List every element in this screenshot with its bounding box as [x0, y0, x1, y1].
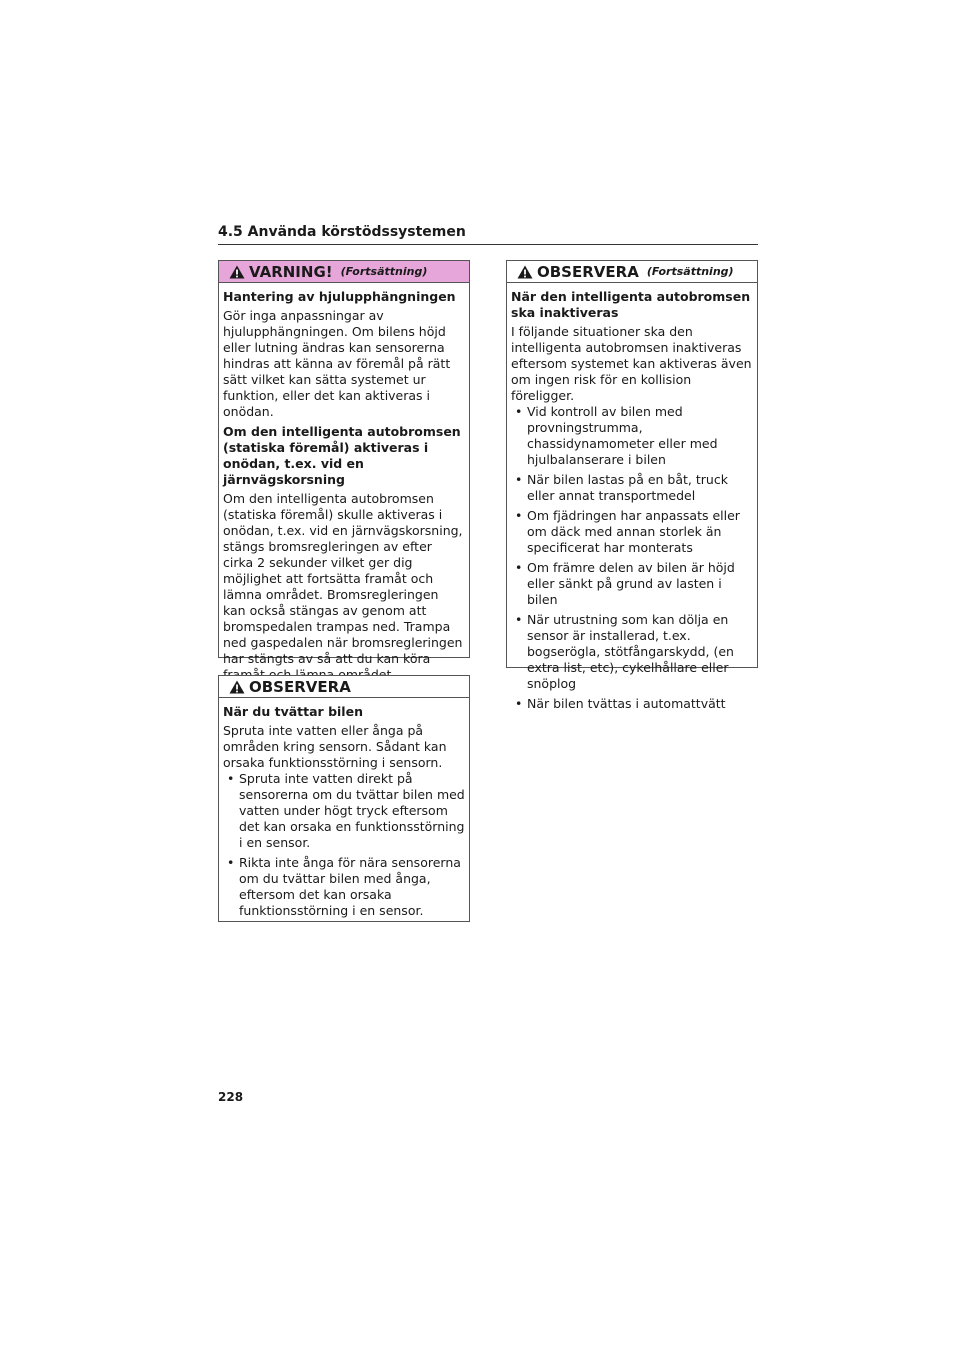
notice-box-washing [218, 675, 470, 922]
notice-bullet-list [223, 771, 465, 919]
notice-label: OBSERVERA [537, 262, 639, 281]
list-item: • Om fjädringen har anpassats eller om däck med annan storlek än specificerat har monterats [515, 508, 740, 555]
warning-box-header [219, 261, 469, 283]
section-title: 4.5 Använda körstödssystemen [218, 224, 758, 245]
warning-heading-1: Hantering av hjulupphängningen [223, 289, 456, 304]
notice-triangle-icon [229, 680, 245, 694]
notice-intro: Spruta inte vatten eller ånga på områden kring sensorn. Sådant kan orsaka funktionsstörning i sensorn. [223, 723, 447, 770]
page-number: 228 [218, 1090, 244, 1104]
warning-text-1: Gör inga anpassningar av hjulupphängningen. Om bilens höjd eller lutning ändras kan sensorerna hindras att känna av föremål på rätt sätt vilket kan sätta systemet ur funktion, eller det kan aktiveras i onödan. [223, 308, 451, 419]
warning-label: VARNING! [249, 262, 333, 281]
notice-box-header [507, 261, 757, 283]
list-item: • Vid kontroll av bilen med provningstrumma, chassidynamometer eller med hjulbalanserare i bilen [515, 404, 718, 467]
warning-box [218, 260, 470, 666]
notice-heading: När den intelligenta autobromsen ska inaktiveras [511, 289, 751, 320]
notice-label: OBSERVERA [249, 677, 351, 696]
warning-heading-2: Om den intelligenta autobromsen (statiska föremål) aktiveras i onödan, t.ex. vid en järnvägskorsning [223, 424, 461, 487]
list-item: • Rikta inte ånga för nära sensorerna om du tvättar bilen med ånga, eftersom det kan orsaka funktionsstörning i en sensor. [227, 855, 461, 918]
notice-heading: När du tvättar bilen [223, 704, 363, 719]
notice-box-deactivate [506, 260, 758, 711]
list-item: • När bilen lastas på en båt, truck eller annat transportmedel [515, 472, 728, 503]
notice-bullet-list [511, 404, 753, 712]
continued-label: (Fortsättning) [340, 265, 428, 278]
notice-box-header [219, 676, 469, 698]
warning-text-2: Om den intelligenta autobromsen (statiska föremål) skulle aktiveras i onödan, t.ex. vid en järnvägskorsning, stängs bromsregleringen av efter cirka 2 sekunder vilket ger dig möjlighet att fortsätta framåt och lämna området. Bromsregleringen kan också stängas av genom att bromspedalen trampas ned. Trampa ned gaspedalen när bromsregleringen har stängts av så att du kan köra [223, 491, 463, 666]
continued-label: (Fortsättning) [646, 265, 734, 278]
notice-triangle-icon [517, 265, 533, 279]
list-item: • När bilen tvättas i automattvätt [515, 696, 726, 711]
list-item: • Om främre delen av bilen är höjd eller sänkt på grund av lasten i bilen [515, 560, 735, 607]
list-item: • Spruta inte vatten direkt på sensorerna om du tvättar bilen med vatten under högt tryck eftersom det kan orsaka en funktionsstörning i en sensor. [227, 771, 465, 850]
list-item: • När utrustning som kan dölja en sensor är installerad, t.ex. bogserögla, stötfångarskydd, (en extra list, etc), cykelhållare eller snöplog [515, 612, 734, 691]
notice-intro: I följande situationer ska den intelligenta autobromsen inaktiveras eftersom systemet kan aktiveras även om ingen risk för en kollision föreligger. [511, 324, 752, 403]
warning-triangle-icon [229, 265, 245, 279]
